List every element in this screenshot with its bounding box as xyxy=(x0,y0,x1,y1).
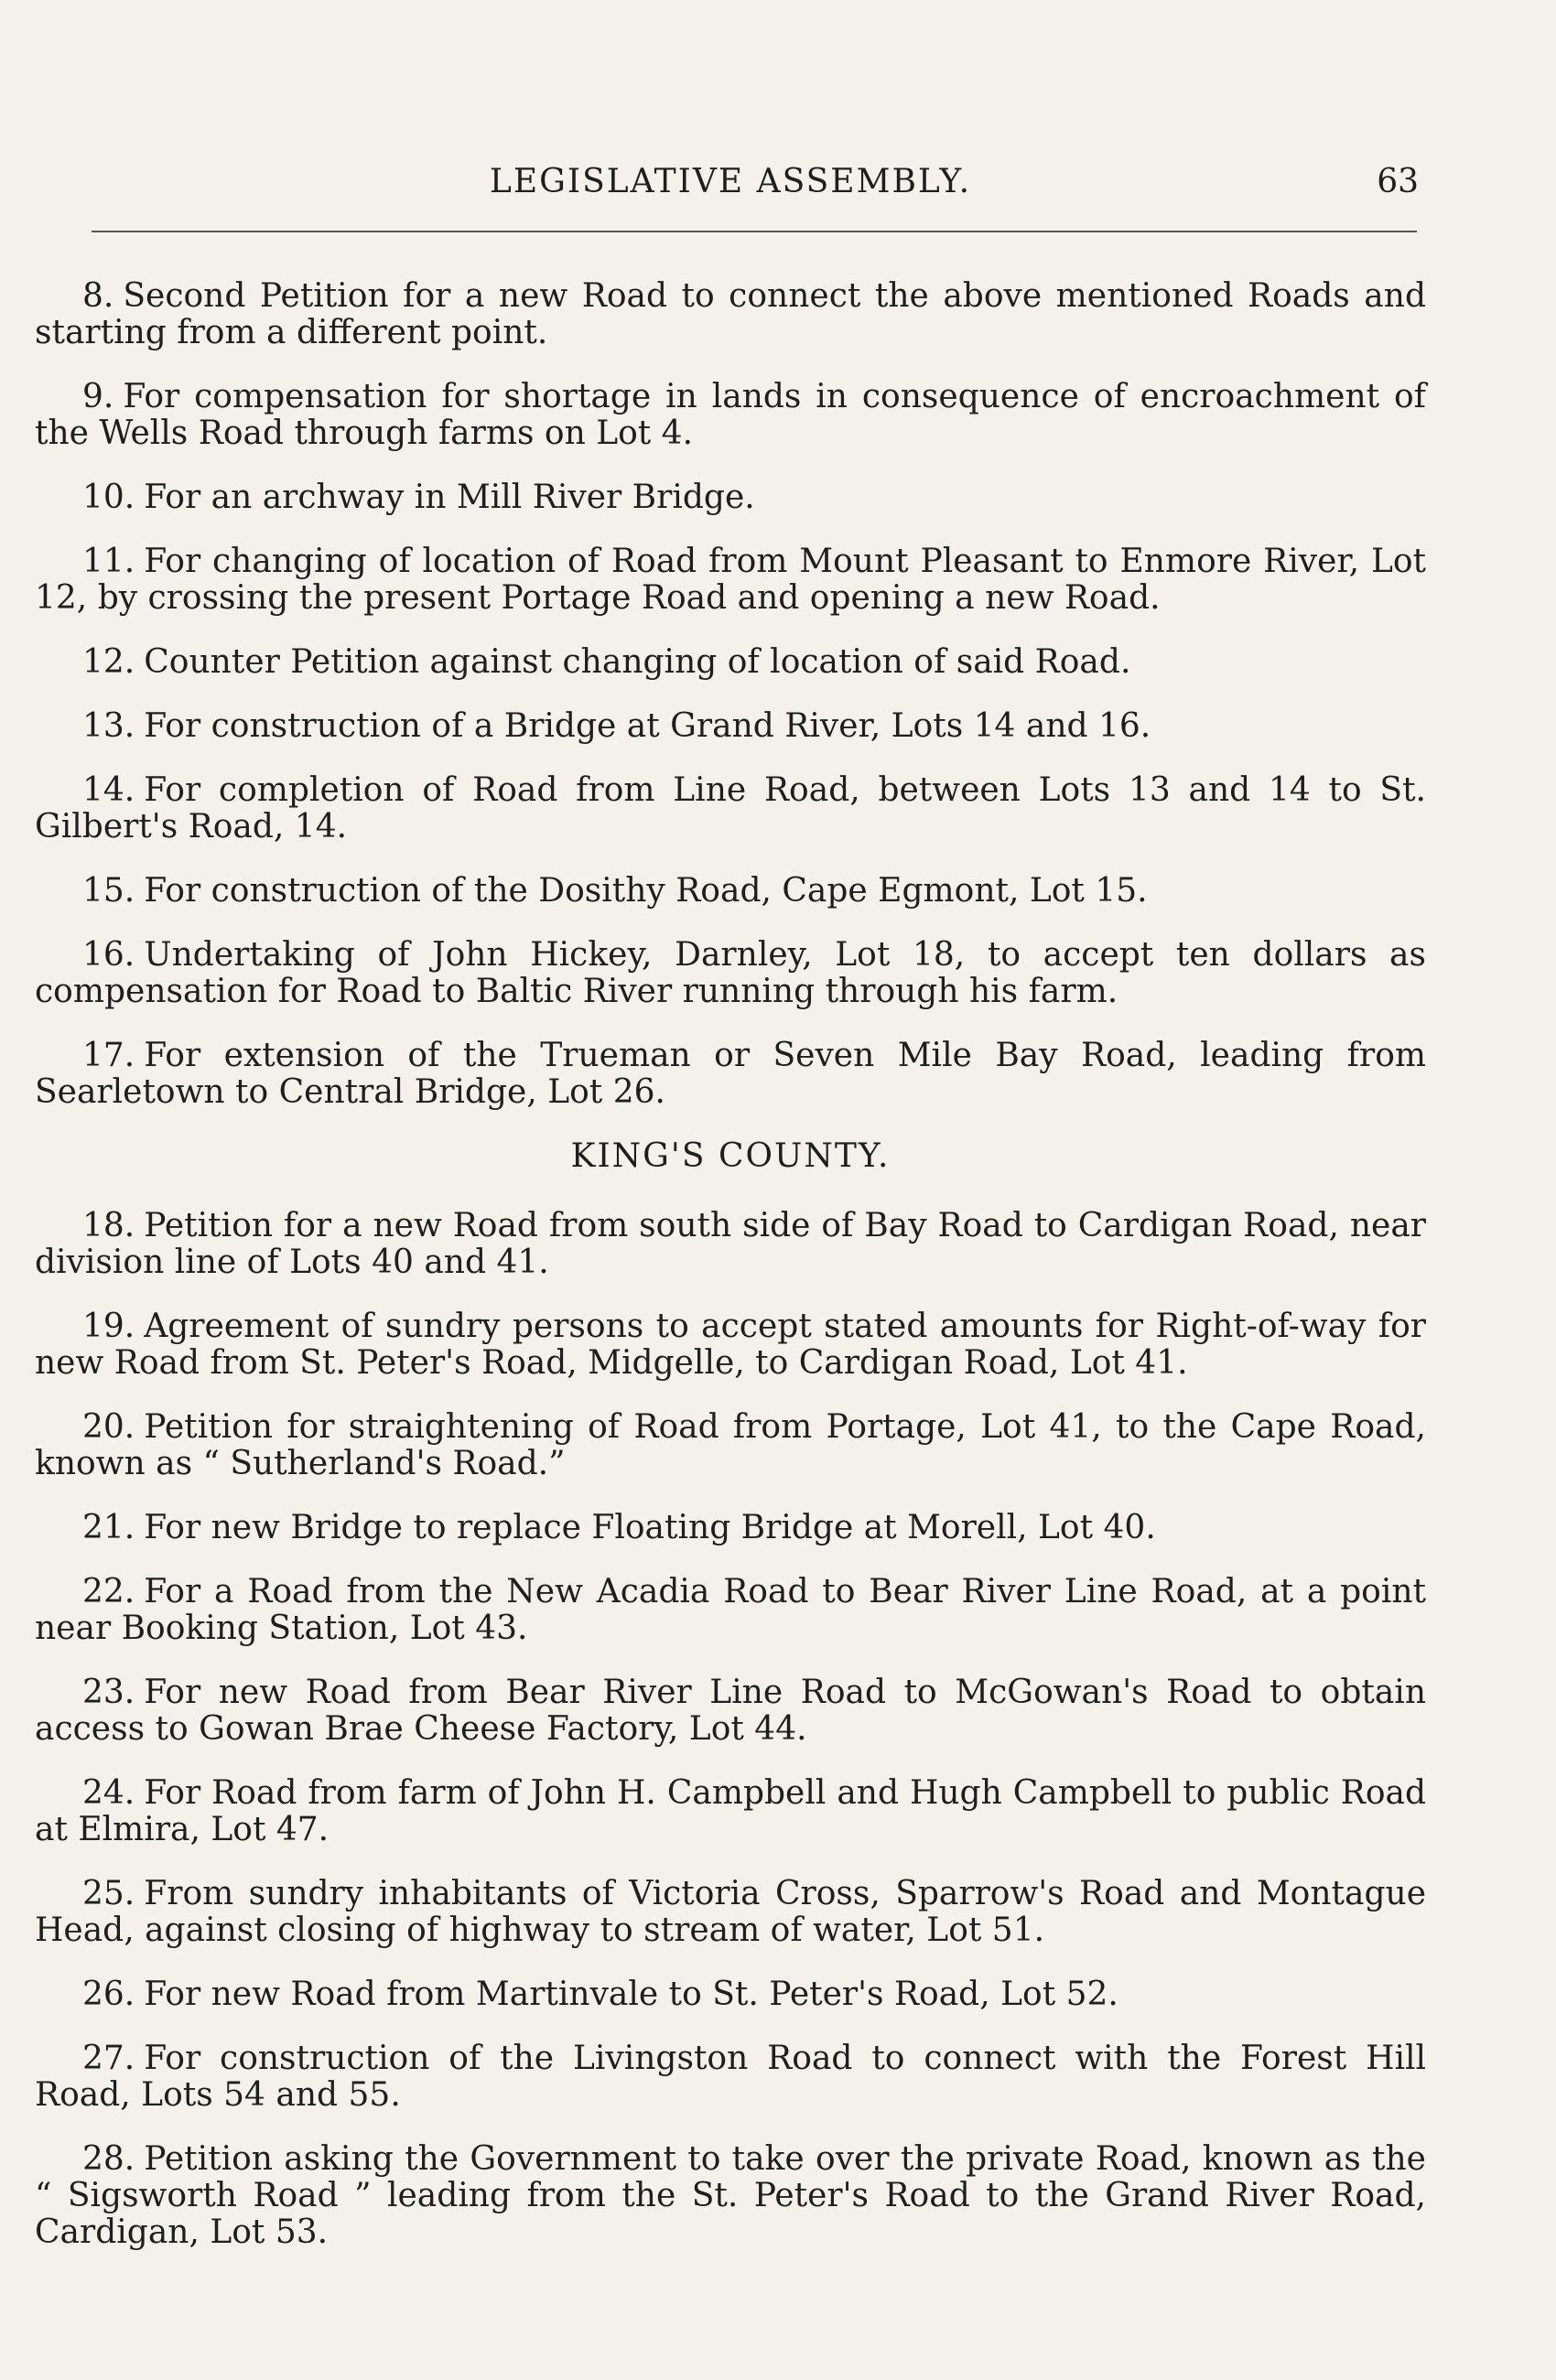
entry-number: 11. xyxy=(82,543,135,580)
body-text xyxy=(35,278,1426,2278)
petition-entry xyxy=(35,644,1426,681)
entry-text: For new Road from Martinvale to St. Peter's Road, Lot 52. xyxy=(144,1976,1118,2013)
entry-number: 21. xyxy=(82,1509,135,1546)
page-header xyxy=(35,163,1426,214)
entry-text: For an archway in Mill River Bridge. xyxy=(144,479,755,516)
section-heading-kings-county: KING'S COUNTY. xyxy=(570,1137,891,1175)
entry-text: For new Road from Bear River Line Road to McGowan's Road to obtain access to Gowan Brae Cheese Factory, Lot 44. xyxy=(35,1674,1426,1748)
entry-number: 22. xyxy=(82,1573,135,1610)
entry-text: For new Bridge to replace Floating Bridge at Morell, Lot 40. xyxy=(144,1509,1156,1546)
entry-number: 26. xyxy=(82,1976,135,2013)
entry-number: 15. xyxy=(82,872,135,910)
entry-number: 12. xyxy=(82,643,135,681)
entry-number: 17. xyxy=(82,1037,135,1074)
entry-text: For construction of a Bridge at Grand River, Lots 14 and 16. xyxy=(144,707,1151,745)
petition-entry xyxy=(35,1308,1426,1382)
entry-text: Undertaking of John Hickey, Darnley, Lot 18, to accept ten dollars as compensation for Road to Baltic River running through his farm. xyxy=(35,936,1426,1010)
entry-number: 25. xyxy=(82,1875,135,1912)
entry-text: For construction of the Livingston Road to connect with the Forest Hill Road, Lots 54 and 55. xyxy=(35,2040,1426,2114)
entry-number: 18. xyxy=(82,1207,135,1244)
entry-text: Petition asking the Government to take over the private Road, known as the “ Sigsworth Road ” leading from the St. Peter's Road to the Grand River Road, Cardigan, Lot 53. xyxy=(35,2140,1426,2251)
petition-entry xyxy=(35,1208,1426,1281)
petition-list-prince-county xyxy=(35,278,1426,1111)
petition-entry xyxy=(35,278,1426,351)
entry-number: 10. xyxy=(82,479,135,516)
entry-number: 14. xyxy=(82,771,135,809)
page-number: 63 xyxy=(1377,163,1419,200)
petition-entry xyxy=(35,1038,1426,1111)
entry-number: 20. xyxy=(82,1408,135,1446)
entry-number: 13. xyxy=(82,707,135,745)
petition-entry xyxy=(35,772,1426,845)
entry-text: For compensation for shortage in lands in consequence of encroachment of the Wells Road through farms on Lot 4. xyxy=(35,378,1426,452)
running-head: LEGISLATIVE ASSEMBLY. xyxy=(489,163,972,200)
petition-entry xyxy=(35,2141,1426,2251)
entry-text: Petition for straightening of Road from Portage, Lot 41, to the Cape Road, known as “ Sutherland's Road.” xyxy=(35,1408,1426,1482)
petition-entry xyxy=(35,708,1426,745)
petition-entry xyxy=(35,1876,1426,1949)
petition-entry xyxy=(35,479,1426,516)
entry-number: 24. xyxy=(82,1774,135,1812)
entry-number: 9. xyxy=(82,378,114,415)
entry-text: For Road from farm of John H. Campbell and Hugh Campbell to public Road at Elmira, Lot 47. xyxy=(35,1774,1426,1848)
entry-number: 27. xyxy=(82,2040,135,2077)
petition-entry xyxy=(35,1510,1426,1546)
entry-text: Petition for a new Road from south side of Bay Road to Cardigan Road, near division line of Lots 40 and 41. xyxy=(35,1207,1426,1281)
entry-text: For changing of location of Road from Mount Pleasant to Enmore River, Lot 12, by crossing the present Portage Road and opening a new Road. xyxy=(35,543,1426,617)
petition-entry xyxy=(35,937,1426,1010)
entry-number: 19. xyxy=(82,1308,135,1345)
petition-entry xyxy=(35,1976,1426,2013)
entry-number: 23. xyxy=(82,1674,135,1711)
entry-text: For construction of the Dosithy Road, Cape Egmont, Lot 15. xyxy=(144,872,1148,910)
petition-entry xyxy=(35,379,1426,452)
entry-number: 8. xyxy=(82,277,114,315)
petition-entry xyxy=(35,2041,1426,2114)
petition-entry xyxy=(35,1775,1426,1848)
entry-text: From sundry inhabitants of Victoria Cross, Sparrow's Road and Montague Head, against closing of highway to stream of water, Lot 51. xyxy=(35,1875,1426,1949)
petition-entry xyxy=(35,873,1426,910)
petition-entry xyxy=(35,1409,1426,1482)
entry-text: For a Road from the New Acadia Road to Bear River Line Road, at a point near Booking Station, Lot 43. xyxy=(35,1573,1426,1647)
petition-list-kings-county xyxy=(35,1208,1426,2251)
entry-text: Counter Petition against changing of location of said Road. xyxy=(144,643,1131,681)
entry-text: For extension of the Trueman or Seven Mile Bay Road, leading from Searletown to Central Bridge, Lot 26. xyxy=(35,1037,1426,1111)
entry-text: Second Petition for a new Road to connect the above mentioned Roads and starting from a different point. xyxy=(35,277,1426,351)
entry-text: Agreement of sundry persons to accept stated amounts for Right-of-way for new Road from St. Peter's Road, Midgelle, to Cardigan Road, Lot 41. xyxy=(35,1308,1426,1382)
header-rule xyxy=(92,231,1417,232)
entry-number: 16. xyxy=(82,936,135,974)
entry-number: 28. xyxy=(82,2140,135,2178)
petition-entry xyxy=(35,1574,1426,1647)
petition-entry xyxy=(35,544,1426,617)
entry-text: For completion of Road from Line Road, between Lots 13 and 14 to St. Gilbert's Road, 14. xyxy=(35,771,1426,845)
petition-entry xyxy=(35,1675,1426,1748)
